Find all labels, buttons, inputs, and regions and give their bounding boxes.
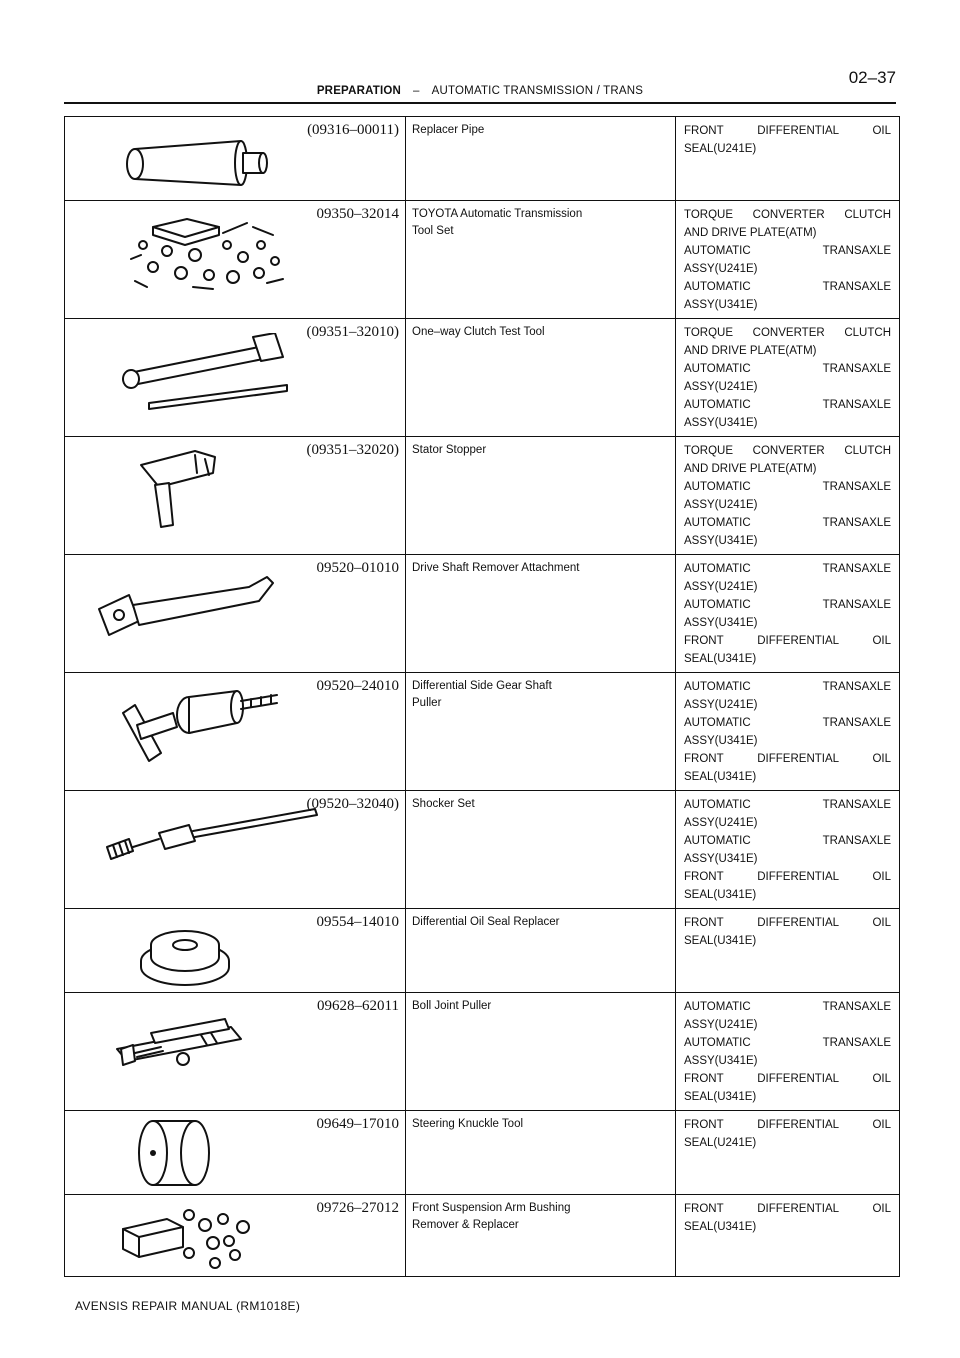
use-line: SEAL(U341E) — [684, 1091, 757, 1103]
tool-image-cell — [65, 993, 406, 1111]
use-line: FRONT DIFFERENTIAL OIL — [684, 125, 891, 137]
tool-name-cell — [406, 1195, 676, 1277]
table-row — [65, 1195, 900, 1277]
oil-seal-replacer-icon — [135, 917, 235, 987]
tool-use-cell — [676, 319, 900, 437]
use-line: TORQUE CONVERTER CLUTCH — [684, 209, 891, 221]
table-row — [65, 993, 900, 1111]
part-number: 09628–62011 — [317, 998, 399, 1014]
tool-image-cell — [65, 117, 406, 201]
use-line: AUTOMATIC TRANSAXLE — [684, 245, 891, 257]
tool-set-icon — [123, 215, 293, 295]
use-line: AND DRIVE PLATE(ATM) — [684, 227, 817, 239]
ball-joint-puller-icon — [111, 1009, 261, 1079]
tool-name-line: One–way Clutch Test Tool — [412, 326, 545, 338]
tool-name-cell — [406, 909, 676, 993]
tool-name-cell — [406, 673, 676, 791]
steering-knuckle-tool-icon — [133, 1117, 223, 1191]
drive-shaft-remover-icon — [89, 569, 289, 649]
use-line: AUTOMATIC TRANSAXLE — [684, 799, 891, 811]
tool-use-cell — [676, 201, 900, 319]
use-line: ASSY(U241E) — [684, 699, 758, 711]
use-line: AUTOMATIC TRANSAXLE — [684, 717, 891, 729]
use-line: SEAL(U241E) — [684, 1137, 757, 1149]
part-number: 09520–24010 — [316, 678, 399, 694]
use-line: ASSY(U341E) — [684, 853, 758, 865]
tool-name-cell — [406, 555, 676, 673]
use-line: SEAL(U341E) — [684, 889, 757, 901]
tool-name-line: Front Suspension Arm Bushing — [412, 1202, 571, 1214]
tool-use-cell — [676, 993, 900, 1111]
tool-name-line: Drive Shaft Remover Attachment — [412, 562, 580, 574]
page-header — [64, 64, 896, 104]
tool-image-cell — [65, 319, 406, 437]
table-row — [65, 555, 900, 673]
tool-name-cell — [406, 1111, 676, 1195]
use-line: ASSY(U341E) — [684, 299, 758, 311]
shocker-set-icon — [99, 807, 329, 867]
tool-image-cell — [65, 1111, 406, 1195]
tool-image-cell — [65, 909, 406, 993]
use-line: FRONT DIFFERENTIAL OIL — [684, 871, 891, 883]
part-number: 09649–17010 — [316, 1116, 399, 1132]
tool-name-line: Remover & Replacer — [412, 1219, 519, 1231]
tool-use-cell — [676, 1111, 900, 1195]
use-line: AUTOMATIC TRANSAXLE — [684, 399, 891, 411]
use-line: AUTOMATIC TRANSAXLE — [684, 563, 891, 575]
stator-stopper-icon — [135, 447, 235, 537]
use-line: AUTOMATIC TRANSAXLE — [684, 835, 891, 847]
section-title — [64, 85, 896, 97]
tool-name-line: Tool Set — [412, 225, 454, 237]
use-line: ASSY(U241E) — [684, 381, 758, 393]
use-line: ASSY(U341E) — [684, 535, 758, 547]
section-dash: – — [413, 85, 420, 97]
use-line: AUTOMATIC TRANSAXLE — [684, 281, 891, 293]
section-subtitle: AUTOMATIC TRANSMISSION / TRANS — [431, 85, 644, 97]
use-line: FRONT DIFFERENTIAL OIL — [684, 753, 891, 765]
section-name: PREPARATION — [316, 85, 402, 97]
use-line: ASSY(U341E) — [684, 617, 758, 629]
tool-name-line: Stator Stopper — [412, 444, 487, 456]
tool-image-cell — [65, 437, 406, 555]
use-line: TORQUE CONVERTER CLUTCH — [684, 445, 891, 457]
page-footer: AVENSIS REPAIR MANUAL (RM1018E) — [75, 1299, 301, 1313]
tool-table — [64, 116, 900, 1277]
gear-shaft-puller-icon — [117, 683, 287, 773]
tool-name-line: Puller — [412, 697, 442, 709]
tool-name-cell — [406, 117, 676, 201]
use-line: ASSY(U241E) — [684, 499, 758, 511]
part-number: 09350–32014 — [316, 206, 399, 222]
use-line: SEAL(U341E) — [684, 771, 757, 783]
tool-image-cell — [65, 1195, 406, 1277]
tool-use-cell — [676, 1195, 900, 1277]
use-line: SEAL(U341E) — [684, 1221, 757, 1233]
use-line: FRONT DIFFERENTIAL OIL — [684, 635, 891, 647]
tool-name-line: Boll Joint Puller — [412, 1000, 492, 1012]
tool-use-cell — [676, 437, 900, 555]
use-line: AUTOMATIC TRANSAXLE — [684, 1037, 891, 1049]
use-line: ASSY(U341E) — [684, 417, 758, 429]
use-line: AUTOMATIC TRANSAXLE — [684, 517, 891, 529]
tool-image-cell — [65, 791, 406, 909]
part-number: (09351–32010) — [306, 324, 399, 340]
use-line: FRONT DIFFERENTIAL OIL — [684, 1203, 891, 1215]
tool-use-cell — [676, 117, 900, 201]
table-row — [65, 909, 900, 993]
part-number: 09726–27012 — [316, 1200, 399, 1216]
clutch-test-tool-icon — [109, 333, 309, 413]
tool-use-cell — [676, 791, 900, 909]
use-line: FRONT DIFFERENTIAL OIL — [684, 1119, 891, 1131]
tool-image-cell — [65, 673, 406, 791]
table-row — [65, 117, 900, 201]
tool-name-line: Steering Knuckle Tool — [412, 1118, 524, 1130]
part-number: 09554–14010 — [316, 914, 399, 930]
bushing-remover-icon — [119, 1203, 269, 1273]
part-number: (09520–32040) — [306, 796, 399, 812]
use-line: SEAL(U341E) — [684, 935, 757, 947]
table-row — [65, 673, 900, 791]
tool-use-cell — [676, 673, 900, 791]
use-line: AND DRIVE PLATE(ATM) — [684, 345, 817, 357]
table-row — [65, 437, 900, 555]
tool-image-cell — [65, 555, 406, 673]
table-row — [65, 319, 900, 437]
table-row — [65, 201, 900, 319]
part-number: (09316–00011) — [307, 122, 399, 138]
tool-name-line: TOYOTA Automatic Transmission — [412, 208, 583, 220]
use-line: ASSY(U341E) — [684, 1055, 758, 1067]
use-line: AND DRIVE PLATE(ATM) — [684, 463, 817, 475]
tool-name-cell — [406, 201, 676, 319]
tool-image-cell — [65, 201, 406, 319]
use-line: FRONT DIFFERENTIAL OIL — [684, 1073, 891, 1085]
use-line: SEAL(U341E) — [684, 653, 757, 665]
use-line: AUTOMATIC TRANSAXLE — [684, 681, 891, 693]
use-line: TORQUE CONVERTER CLUTCH — [684, 327, 891, 339]
tool-use-cell — [676, 555, 900, 673]
page-number: 02–37 — [848, 68, 896, 87]
use-line: ASSY(U341E) — [684, 735, 758, 747]
table-row — [65, 791, 900, 909]
tool-name-cell — [406, 319, 676, 437]
tool-name-line: Replacer Pipe — [412, 124, 485, 136]
use-line: AUTOMATIC TRANSAXLE — [684, 1001, 891, 1013]
tool-name-cell — [406, 791, 676, 909]
table-row — [65, 1111, 900, 1195]
use-line: ASSY(U241E) — [684, 581, 758, 593]
use-line: AUTOMATIC TRANSAXLE — [684, 599, 891, 611]
part-number: 09520–01010 — [316, 560, 399, 576]
use-line: ASSY(U241E) — [684, 263, 758, 275]
tool-name-line: Differential Oil Seal Replacer — [412, 916, 560, 928]
use-line: AUTOMATIC TRANSAXLE — [684, 481, 891, 493]
tool-name-line: Shocker Set — [412, 798, 475, 810]
tool-name-cell — [406, 993, 676, 1111]
tool-use-cell — [676, 909, 900, 993]
tool-name-cell — [406, 437, 676, 555]
tool-name-line: Differential Side Gear Shaft — [412, 680, 552, 692]
replacer-pipe-icon — [121, 135, 321, 191]
use-line: FRONT DIFFERENTIAL OIL — [684, 917, 891, 929]
use-line: ASSY(U241E) — [684, 1019, 758, 1031]
use-line: AUTOMATIC TRANSAXLE — [684, 363, 891, 375]
part-number: (09351–32020) — [306, 442, 399, 458]
use-line: ASSY(U241E) — [684, 817, 758, 829]
use-line: SEAL(U241E) — [684, 143, 757, 155]
